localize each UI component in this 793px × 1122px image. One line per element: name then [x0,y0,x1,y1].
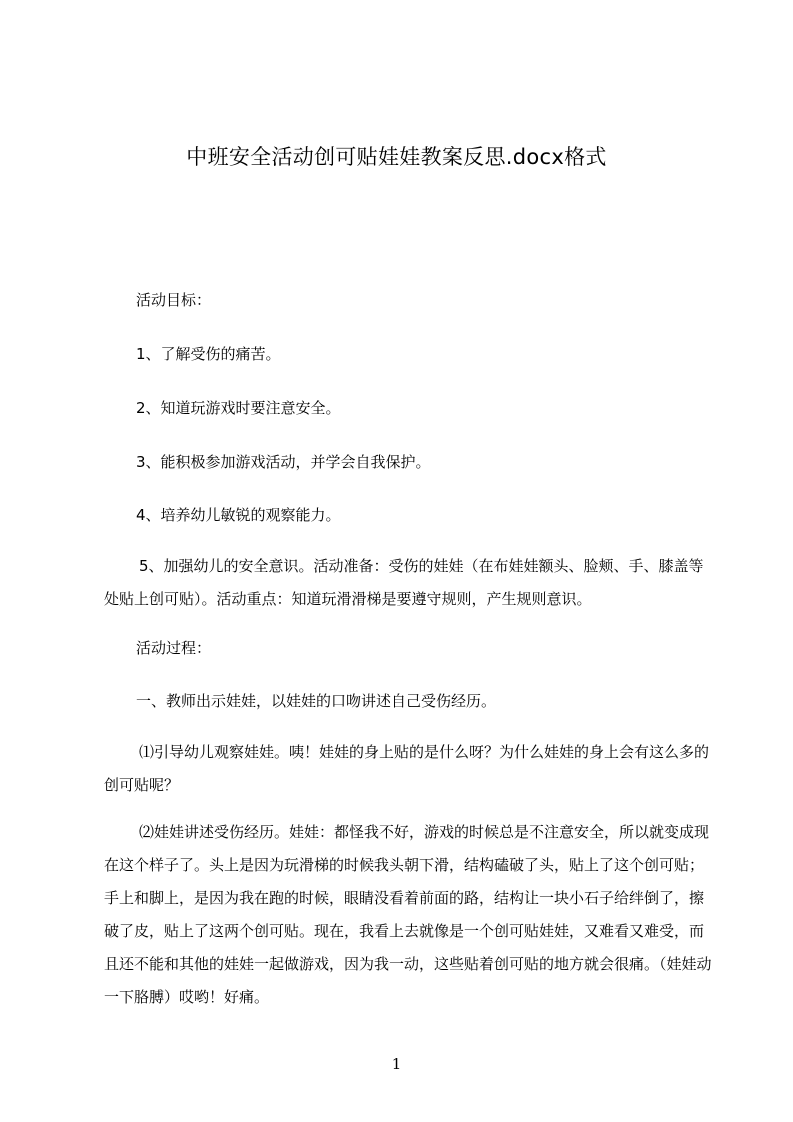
paragraph-step-1-a: ⑴引导幼儿观察娃娃。咦！娃娃的身上贴的是什么呀？为什么娃娃的身上会有这么多的创可贴呢？ [104,743,710,794]
paragraph-step-1-b: ⑵娃娃讲述受伤经历。娃娃：都怪我不好，游戏的时候总是不注意安全，所以就变成现在这个样子了。头上是因为玩滑梯的时候我头朝下滑，结构磕破了头，贴上了这个创可贴；手上和脚上，是因为我在跑的时候，眼睛没看着前面的路，结构让一块小石子给绊倒了，擦破了皮，贴上了这两个创可贴。现在，我看上去就像是一个创可贴娃娃，又难看又难受，而且还不能和其他的娃娃一起做游戏，因为我一动，这些贴着创可贴的地方就会很痛。（娃娃动一下胳膊）哎哟！好痛。 [104,823,712,1006]
paragraph-goal-5-preparation: 5、加强幼儿的安全意识。活动准备：受伤的娃娃（在布娃娃额头、脸颊、手、膝盖等处贴上创可贴）。活动重点：知道玩滑滑梯是要遵守规则，产生规则意识。 [104,557,704,608]
paragraph-goal-1: 1、了解受伤的痛苦。 [136,345,281,363]
paragraph-goal-4: 4、培养幼儿敏锐的观察能力。 [136,506,341,524]
paragraph-goal-3: 3、能积极参加游戏活动，并学会自我保护。 [136,453,431,471]
paragraph-step-1: 一、教师出示娃娃，以娃娃的口吻讲述自己受伤经历。 [136,692,497,710]
paragraph-goals-heading: 活动目标： [136,291,212,309]
paragraph-process-heading: 活动过程： [136,639,212,657]
paragraph-goal-2: 2、知道玩游戏时要注意安全。 [136,399,341,417]
page-number: 1 [391,1055,402,1073]
document-title: 中班安全活动创可贴娃娃教案反思.docx格式 [186,145,607,169]
